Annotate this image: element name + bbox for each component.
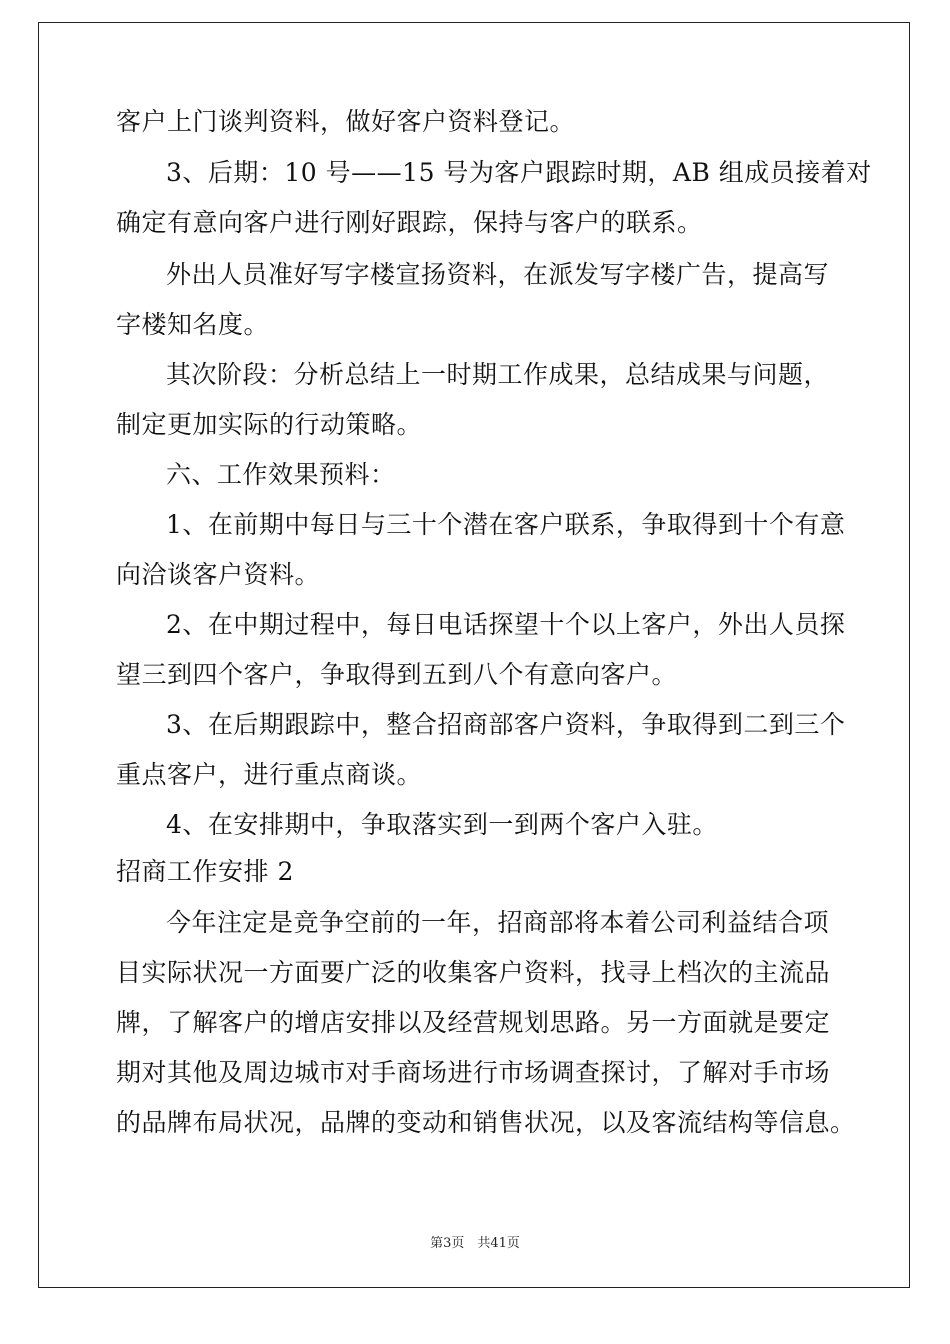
text-line: 重点客户，进行重点商谈。 (116, 760, 423, 789)
text-line: 今年注定是竞争空前的一年，招商部将本着公司利益结合项 (166, 908, 830, 937)
text-line: 3、在后期跟踪中，整合招商部客户资料，争取得到二到三个 (166, 710, 846, 739)
text-line: 外出人员准好写字楼宣扬资料，在派发写字楼广告，提高写 (166, 260, 830, 289)
text-line: 的品牌布局状况，品牌的变动和销售状况，以及客流结构等信息。 (116, 1108, 856, 1137)
document-title: 招商工作安排 2 (116, 857, 294, 886)
text-line: 期对其他及周边城市对手商场进行市场调查探讨，了解对手市场 (116, 1058, 831, 1087)
text-line: 字楼知名度。 (116, 310, 270, 339)
text-line: 4、在安排期中，争取落实到一到两个客户入驻。 (166, 810, 718, 839)
text-line: 确定有意向客户进行刚好跟踪，保持与客户的联系。 (116, 208, 703, 237)
text-line: 牌，了解客户的增店安排以及经营规划思路。另一方面就是要定 (116, 1008, 831, 1037)
text-line: 3、后期：10 号——15 号为客户跟踪时期，AB 组成员接着对 (166, 158, 872, 187)
text-line: 望三到四个客户，争取得到五到八个有意向客户。 (116, 660, 678, 689)
text-line: 客户上门谈判资料，做好客户资料登记。 (116, 107, 576, 136)
section-heading: 六、工作效果预料： (166, 460, 396, 489)
text-line: 2、在中期过程中，每日电话探望十个以上客户，外出人员探 (166, 610, 846, 639)
text-line: 向洽谈客户资料。 (116, 560, 321, 589)
text-line: 其次阶段：分析总结上一时期工作成果，总结成果与问题， (166, 360, 830, 389)
page-number: 第3页 共41页 (430, 1236, 520, 1251)
text-line: 制定更加实际的行动策略。 (116, 410, 423, 439)
text-line: 1、在前期中每日与三十个潜在客户联系，争取得到十个有意 (166, 510, 846, 539)
text-line: 目实际状况一方面要广泛的收集客户资料，找寻上档次的主流品 (116, 958, 831, 987)
